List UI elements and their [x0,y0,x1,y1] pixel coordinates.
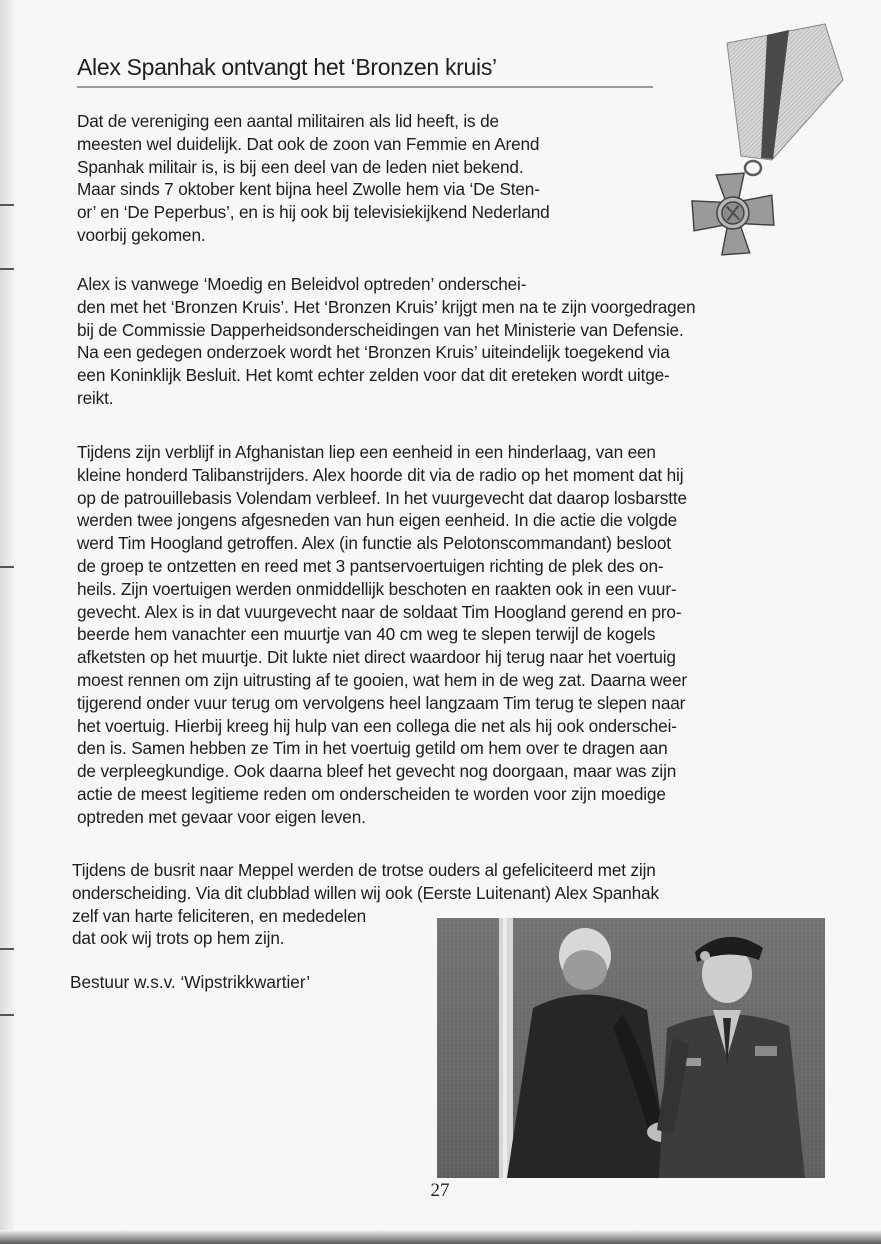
binding-mark [0,1014,14,1016]
binding-mark [0,948,14,950]
bronze-cross-medal-icon [675,18,845,263]
text-line: werden twee jongens afgesneden van hun eigen eenheid. In die actie die volgde [77,510,678,531]
article-title: Alex Spanhak ontvangt het ‘Bronzen kruis’ [77,54,497,80]
text-line: meesten wel duidelijk. Dat ook de zoon van Femmie en Arend [77,133,540,154]
scan-bottom-edge [0,1230,881,1244]
text-line: heils. Zijn voertuigen werden onmiddellijk beschoten en raakten ook in een vuur- [77,578,677,599]
text-line: Tijdens zijn verblijf in Afghanistan liep een eenheid in een hinderlaag, van een [77,442,656,462]
text-line: Tijdens de busrit naar Meppel werden de trotse ouders al gefeliciteerd met zijn [72,860,656,880]
text-line: Na een gedegen onderzoek wordt het ‘Bronzen Kruis’ uiteindelijk toegekend via [77,342,670,363]
binding-mark [0,268,14,270]
text-line: het voertuig. Hierbij kreeg hij hulp van een collega die net als hij ook onderschei- [77,715,677,736]
award-paragraph [77,273,695,410]
title-underline [77,86,653,88]
text-line: Spanhak militair is, is bij een deel van de leden niet bekend. [77,156,524,177]
text-line: op de patrouillebasis Volendam verbleef. In het vuurgevecht dat daarop losbarstte [77,487,687,508]
signature: Bestuur w.s.v. ‘Wipstrikkwartier’ [70,972,311,992]
text-line: den met het ‘Bronzen Kruis’. Het ‘Bronzen Kruis’ krijgt men na te zijn voorgedragen [77,296,696,317]
text-line: den is. Samen hebben ze Tim in het voertuig getild om hem over te dragen aan [77,738,668,759]
text-line: zelf van harte feliciteren, en mededelen [72,905,367,926]
text-line: een Koninklijk Besluit. Het komt echter zelden voor dat dit ereteken wordt uitge- [77,365,670,386]
text-line: optreden met gevaar voor eigen leven. [77,806,366,827]
text-line: Alex is vanwege ‘Moedig en Beleidvol optreden’ onderschei- [77,274,527,294]
text-line: de verpleegkundige. Ook daarna bleef het gevecht nog doorgaan, maar was zijn [77,761,677,782]
text-line: actie de meest legitieme reden om onderscheiden te worden voor zijn moedige [77,783,666,804]
text-line: beerde hem vanachter een muurtje van 40 cm weg te slepen terwijl de kogels [77,624,656,645]
text-line: Maar sinds 7 oktober kent bijna heel Zwolle hem via ‘De Sten- [77,179,540,200]
text-line: reikt. [77,387,114,408]
text-line: Dat de vereniging een aantal militairen als lid heeft, is de [77,111,499,131]
text-line: or’ en ‘De Peperbus’, en is hij ook bij televisiekijkend Nederland [77,202,550,223]
text-line: tijgerend onder vuur terug om vervolgens heel langzaam Tim terug te slepen naar [77,692,686,713]
text-line: werd Tim Hoogland getroffen. Alex (in functie als Pelotonscommandant) besloot [77,533,671,554]
binding-edge [0,0,14,1244]
text-line: onderscheiding. Via dit clubblad willen wij ook (Eerste Luitenant) Alex Spanhak [72,882,659,903]
text-line: afketsten op het muurtje. Dit lukte niet direct waardoor hij terug naar het voertuig [77,647,676,668]
text-line: bij de Commissie Dapperheidsonderscheidingen van het Ministerie van Defensie. [77,319,684,340]
afghanistan-paragraph [77,441,687,829]
intro-paragraph [77,110,550,247]
text-line: de groep te ontzetten en reed met 3 pantservoertuigen richting de plek des on- [77,555,664,576]
binding-mark [0,566,14,568]
text-line: gevecht. Alex is in dat vuurgevecht naar de soldaat Tim Hoogland gerend en pro- [77,601,682,622]
ceremony-photo-icon [437,918,825,1178]
text-line: moest rennen om zijn uitrusting af te gooien, wat hem in de weg zat. Daarna weer [77,669,687,690]
page-number: 27 [430,1180,450,1201]
text-line: dat ook wij trots op hem zijn. [72,928,285,949]
text-line: voorbij gekomen. [77,224,206,245]
text-line: kleine honderd Talibanstrijders. Alex hoorde dit via de radio op het moment dat hij [77,464,684,485]
binding-mark [0,204,14,206]
